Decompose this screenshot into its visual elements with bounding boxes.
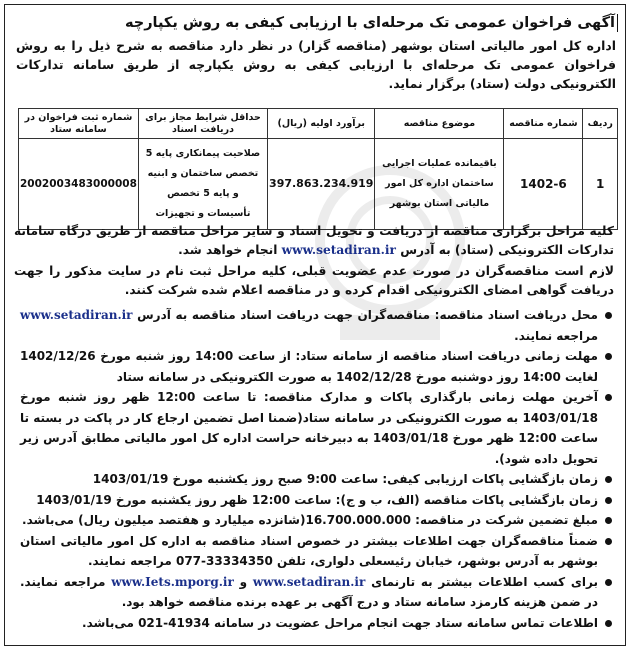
setad-link[interactable]: www.setadiran.ir [252,574,366,589]
list-item-setad-contact [20,613,614,634]
item-tail: مراجعه نمایند. در ضمن هزینه کارمزد سامانه ستاد و درج آگهی بر عهده برنده مناقصه خواهد بود. [20,574,598,609]
procedure-paragraph [14,222,614,260]
bullet-dot [605,517,612,524]
notice-title [14,12,618,34]
list-item-quality-opening [20,469,614,490]
col-header-subject: موضوع مناقصه [375,109,504,139]
title-bracket [617,14,618,32]
col-header-qualification: حداقل شرایط مجاز برای دریافت اسناد [138,109,267,139]
item-text: مبلغ تضمین شرکت در مناقصه: 16.700.000.000(شانزده میلیارد و هفتصد میلیون ریال) می‌باشد. [22,513,598,527]
bullet-dot [605,476,612,483]
setad-link[interactable]: www.setadiran.ir [20,308,133,322]
list-item-document-deadline [20,346,614,387]
table-row [19,139,618,230]
title-text: آگهی فراخوان عمومی تک مرحله‌ای با ارزیابی کیفی به روش یکپارچه [124,15,615,31]
list-item-document-location [20,305,614,346]
cell-registration-number: 2002003483000008 [19,139,139,230]
table-header-row [19,109,618,139]
cell-estimate: 397.863.234.919 [268,139,375,230]
item-text: زمان بازگشایی پاکات ارزیابی کیفی: ساعت 9:00 صبح روز یکشنبه مورخ 1403/01/19 [92,472,598,486]
cell-row-number: 1 [583,139,618,230]
bullet-dot [605,579,612,586]
bullet-dot [605,620,612,627]
setad-link[interactable]: www.setadiran.ir [281,243,396,257]
item-text: اطلاعات تماس سامانه ستاد جهت انجام مراحل عضویت در سامانه 41934-021 می‌باشد. [82,615,598,630]
item-text: برای کسب اطلاعات بیشتر به تارنمای [371,574,598,589]
cell-subject: باقیمانده عملیات اجرایی ساختمان اداره کل امور مالیاتی استان بوشهر [375,139,504,230]
list-item-upload-deadline [20,387,614,469]
list-item-contact-address [20,531,614,572]
col-header-row-number: ردیف [583,109,618,139]
details-list [20,305,614,633]
list-item-guarantee-amount [20,510,614,531]
iets-link[interactable]: www.Iets.mporg.ir [111,574,234,589]
col-header-registration-number: شماره ثبت فراخوان در سامانه ستاد [19,109,139,139]
list-item-more-info [20,572,614,613]
bullet-dot [605,394,612,401]
list-item-envelope-opening [20,490,614,511]
item-text: زمان بازگشایی پاکات مناقصه (الف، ب و ج): ساعت 12:00 ظهر روز یکشنبه مورخ 1403/01/19 [36,492,598,507]
bullet-dot [605,538,612,545]
procedure-text: کلیه مراحل برگزاری مناقصه از دریافت و تحویل اسناد و سایر مراحل مناقصه از طریق درگاه سامانه تدارکات الکترونیکی (ستاد) به آدرس [14,224,614,257]
cell-qualification: صلاحیت پیمانکاری پایه 5 تخصص ساختمان و ابنیه و پایه 5 تخصص تأسیسات و تجهیزات [138,139,267,230]
procedure-tail: انجام خواهد شد. [178,243,278,257]
col-header-tender-number: شماره مناقصه [504,109,583,139]
item-text: محل دریافت اسناد مناقصه: مناقصه‌گران جهت دریافت اسناد مناقصه به آدرس [137,308,598,322]
item-text: آخرین مهلت زمانی بارگذاری پاکات و مدارک مناقصه: تا ساعت 12:00 ظهر روز شنبه مورخ 1403/01/18 به صورت الکترونیکی در سامانه ستاد(ضمنا اصل تضمین ارجاع کار در پاکت در بسته تا ساعت 12:00 ظهر مورخ 1403/01/18 به دبیرخانه حراست اداره کل امور مالیاتی مطابق آدرس زیر تحویل داده شود). [20,390,599,466]
item-text: ضمناً مناقصه‌گران جهت اطلاعات بیشتر در خصوص اسناد مناقصه به اداره کل امور مالیاتی استان بوشهر به آدرس بوشهر، خیابان رئیسعلی دلواری، تلفن 33334350-077 مراجعه نمایند. [20,533,598,568]
item-mid: و [239,574,248,589]
bullet-dot [605,312,612,319]
bullet-dot [605,497,612,504]
intro-paragraph: اداره کل امور مالیاتی استان بوشهر (مناقصه گزار) در نظر دارد مناقصه به شرح ذیل را به روش فراخوان عمومی تک مرحله‌ای با ارزیابی کیفی به روش یکپارچه از طریق سامانه تدارکات الکترونیکی دولت (ستاد) برگزار نماید. [16,38,616,91]
item-text: مهلت زمانی دریافت اسناد مناقصه از سامانه ستاد: از ساعت 14:00 روز شنبه مورخ 1402/12/26 لغایت 14:00 روز دوشنبه مورخ 1402/12/28 به صورت الکترونیکی در سامانه ستاد [20,349,598,384]
bullet-dot [605,353,612,360]
tender-table [18,108,618,230]
cell-tender-number: 1402-6 [504,139,583,230]
item-tail: مراجعه نمایند. [514,328,598,343]
registration-paragraph: لازم است مناقصه‌گران در صورت عدم عضویت قبلی، کلیه مراحل ثبت نام در سایت مذکور را جهت دریافت گواهی امضای الکترونیکی اقدام کرده و در مناقصه اعلام شده شرکت کنند. [14,264,614,297]
col-header-estimate: برآورد اولیه (ریال) [268,109,375,139]
